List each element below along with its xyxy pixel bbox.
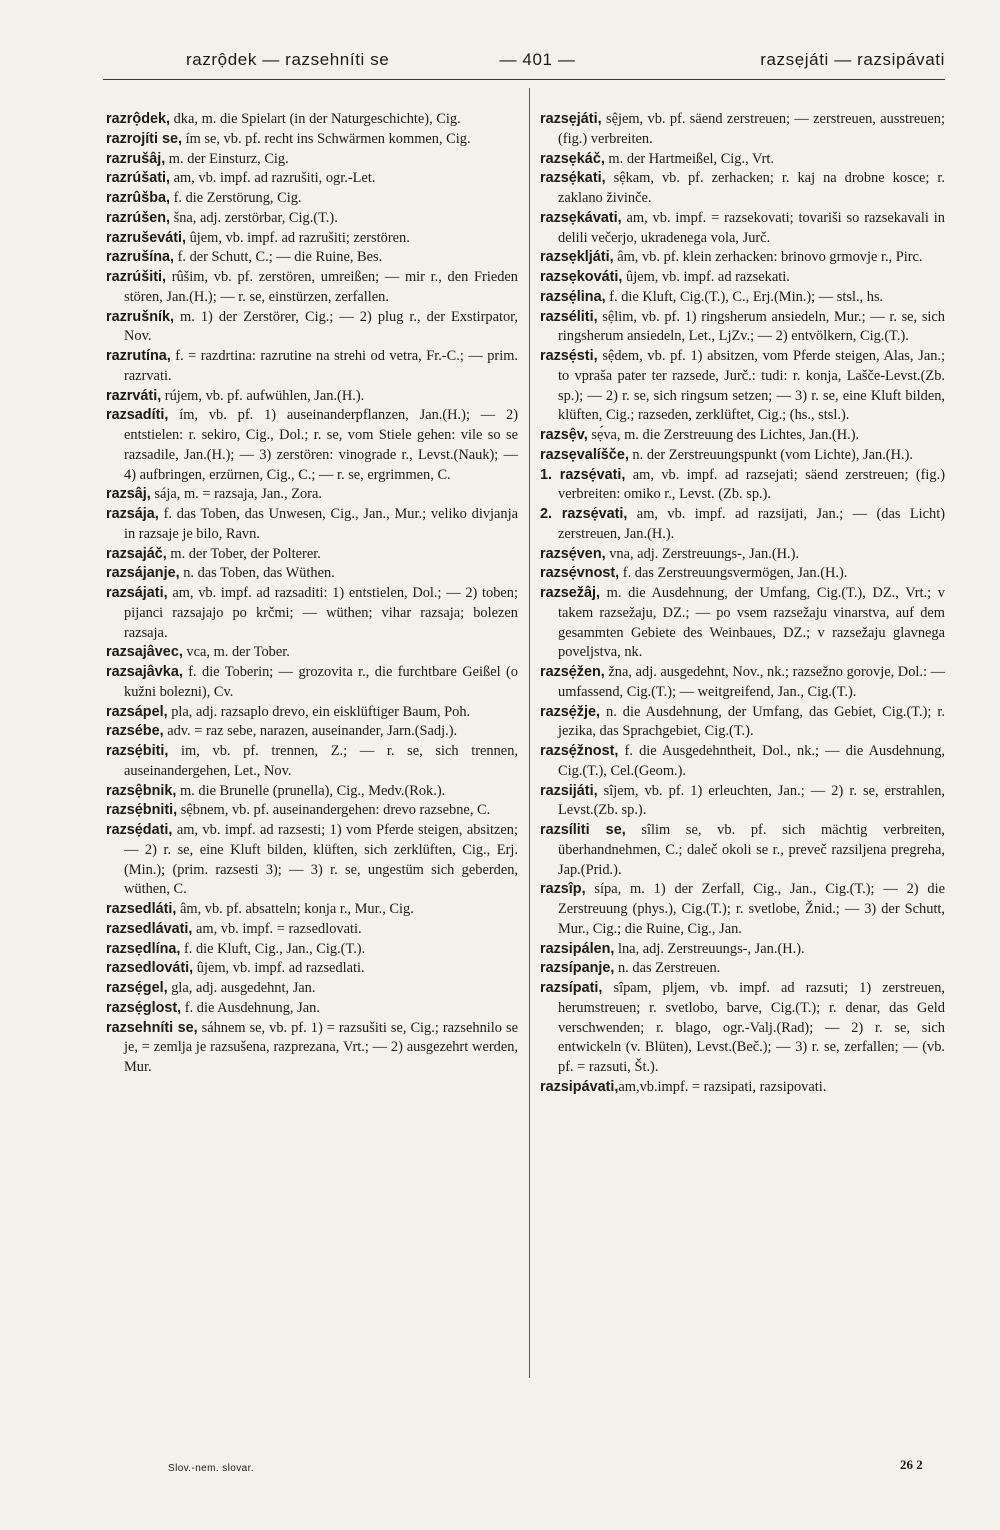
- dictionary-entry: [106, 387, 518, 407]
- entry-headword: razsẹkováti,: [540, 269, 623, 285]
- column-divider: [529, 88, 530, 1378]
- dictionary-entry: [540, 663, 945, 703]
- entry-definition: m. die Ausdehnung, der Umfang, Cig.(T.), DZ., Vrt.; v takem razsežaju, DZ.; — po vsem razsežaju vinarstva, auf dem gesammten Gebiete des Weinbaues, DZ.; v razsežaju glavnega poveljstva, nk.: [558, 585, 945, 661]
- entry-headword: razsedlováti,: [106, 960, 194, 977]
- dictionary-entry: [540, 564, 945, 584]
- entry-definition: dka, m. die Spielart (in der Naturgeschichte), Cig.: [170, 111, 461, 127]
- entry-definition: n. das Zerstreuen.: [614, 960, 721, 977]
- dictionary-entry: [106, 347, 518, 387]
- entry-definition: f. = razdrtina: razrutine na strehi od vetra, Fr.-C.; — prim. razrvati.: [124, 348, 518, 384]
- entry-headword: razrúšiti,: [106, 269, 166, 285]
- entry-definition: sîlim se, vb. pf. sich mächtig verbreiten, überhandnehmen, C.; daleč okoli se r., preveč razsiljena pregreha, Jap.(Prid.).: [558, 822, 946, 878]
- entry-headword: razsẹkljáti,: [540, 249, 614, 266]
- dictionary-entry: [540, 446, 945, 466]
- entry-definition: sệjem, vb. pf. säend zerstreuen; — zerstreuen, ausstreuen; (fig.) verbreiten.: [558, 111, 945, 147]
- left-column: [106, 110, 518, 1078]
- entry-definition: âm, vb. pf. absatteln; konja r., Mur., Cig.: [176, 901, 414, 917]
- entry-definition: f. die Toberin; — grozovita r., die furchtbare Geißel (o kužni bolezni), Cv.: [124, 664, 518, 700]
- dictionary-entry: [106, 979, 518, 999]
- dictionary-entry: [106, 999, 518, 1019]
- dictionary-entry: [540, 742, 945, 782]
- entry-definition: am, vb. impf. ad razsaditi: 1) entstielen, Dol.; — 2) toben; pijanci razsajajo po krčmi; — wüthen; vihar razsaja; bolezen razsaja.: [124, 585, 518, 641]
- entry-definition: m. der Tober, der Polterer.: [166, 545, 321, 562]
- entry-headword: razsẹ́ven,: [540, 545, 606, 562]
- entry-definition: rújem, vb. pf. aufwühlen, Jan.(H.).: [161, 387, 365, 404]
- dictionary-entry: [106, 959, 518, 979]
- entry-headword: razrûšba,: [106, 190, 170, 206]
- dictionary-entry: [106, 564, 518, 584]
- entry-headword: razrušâj,: [106, 150, 166, 167]
- entry-headword: razsâj,: [106, 486, 151, 503]
- entry-headword: razsệbnik,: [106, 782, 177, 799]
- entry-headword: razsajâvka,: [106, 664, 183, 680]
- entry-definition: n. der Zerstreuungspunkt (vom Lichte), Jan.(H.).: [628, 446, 913, 463]
- entry-definition: ûjem, vb. impf. ad razrušiti; zerstören.: [186, 229, 410, 246]
- entry-definition: m. die Brunelle (prunella), Cig., Medv.(Rok.).: [176, 782, 446, 799]
- entry-definition: ûjem, vb. impf. ad razsedlati.: [193, 960, 365, 977]
- entry-headword: razsẹ́gel,: [106, 980, 168, 996]
- entry-headword: razsệv,: [540, 427, 588, 443]
- entry-definition: sîjem, vb. pf. 1) erleuchten, Jan.; — 2) r. se, erstrahlen, Levst.(Zb. sp.).: [558, 782, 945, 819]
- dictionary-entry: [540, 505, 945, 545]
- entry-headword: razsẹvalíšče,: [540, 446, 629, 463]
- entry-headword: razsẹdlína,: [106, 940, 181, 957]
- dictionary-entry: [540, 268, 945, 288]
- entry-definition: m. der Einsturz, Cig.: [165, 150, 289, 167]
- dictionary-entry: [540, 940, 945, 960]
- entry-definition: vna, adj. Zerstreuungs-, Jan.(H.).: [605, 545, 800, 562]
- entry-headword: razsežâj,: [540, 585, 601, 601]
- dictionary-entry: [106, 643, 518, 663]
- entry-definition: âm, vb. pf. klein zerhacken: brinovo grmovje r., Pirc.: [613, 249, 923, 266]
- dictionary-entry: [106, 782, 518, 802]
- dictionary-entry: [106, 229, 518, 249]
- dictionary-entry: [106, 505, 518, 545]
- entry-definition: sája, m. = razsaja, Jan., Zora.: [150, 486, 322, 503]
- dictionary-entry: [106, 485, 518, 505]
- entry-definition: sípa, m. 1) der Zerfall, Cig., Jan., Cig.(T.); — 2) die Zerstreuung (phys.), Cig.(T.); r. svetlobe, Žnid.; — 3) der Schutt, Mur., Cig.; die Ruine, Cig., Jan.: [558, 881, 945, 937]
- entry-definition: am, vb. impf. ad razsesti; 1) vom Pferde steigen, absitzen; — 2) r. se, eine Kluft bilden, klüften, sich zerklüften, Cig., Erj.(Min.); (prim. razsesti 3); — 3) r. se, ungestüm sich geberden, wüthen, C.: [124, 822, 518, 898]
- dictionary-entry: [106, 1019, 518, 1078]
- dictionary-entry: [106, 308, 518, 348]
- right-column: [540, 110, 945, 1098]
- dictionary-entry: [106, 940, 518, 960]
- dictionary-entry: [540, 782, 945, 822]
- dictionary-entry: [106, 130, 518, 150]
- dictionary-entry: [540, 308, 945, 348]
- entry-definition: adv. = raz sebe, narazen, auseinander, Jarn.(Sadj.).: [163, 723, 458, 740]
- dictionary-entry: [106, 920, 518, 940]
- entry-definition: sẹ́va, m. die Zerstreuung des Lichtes, Jan.(H.).: [587, 427, 860, 443]
- entry-headword: razsẹjáti,: [540, 111, 602, 127]
- entry-headword: razrváti,: [106, 387, 162, 404]
- entry-definition: žna, adj. ausgedehnt, Nov., nk.; razsežno gorovje, Dol.: — umfassend, Cig.(T.); — weitgreifend, Jan., Cig.(T.).: [558, 664, 945, 700]
- entry-headword: razsîp,: [540, 881, 586, 898]
- dictionary-entry: [106, 150, 518, 170]
- entry-definition: ím se, vb. pf. recht ins Schwärmen kommen, Cig.: [181, 130, 471, 147]
- entry-definition: m. 1) der Zerstörer, Cig.; — 2) plug r., der Exstirpator, Nov.: [124, 308, 518, 345]
- dictionary-entry: [106, 703, 518, 723]
- entry-definition: m. der Hartmeißel, Cig., Vrt.: [604, 150, 774, 167]
- entry-headword: razsẹ́bniti,: [106, 802, 178, 819]
- dictionary-entry: [106, 821, 518, 900]
- entry-headword: razsẹ́dati,: [106, 822, 173, 838]
- header-left-guideword: razrộdek — razsehníti se: [186, 50, 390, 69]
- entry-headword: razsẹ́žen,: [540, 664, 605, 680]
- entry-headword: razsája,: [106, 506, 159, 522]
- dictionary-entry: [540, 150, 945, 170]
- entry-definition: sệkam, vb. pf. zerhacken; r. kaj na drobne kosce; r. zaklano živinče.: [558, 170, 945, 206]
- entry-headword: razrutína,: [106, 348, 171, 364]
- entry-headword: razsẹ́lina,: [540, 288, 606, 305]
- dictionary-entry: [540, 979, 945, 1078]
- signature-mark: 26 2: [900, 1457, 923, 1472]
- entry-headword: razsájati,: [106, 585, 168, 601]
- entry-headword: razsẹ́žje,: [540, 703, 601, 720]
- dictionary-entry: [540, 209, 945, 249]
- entry-definition: n. das Toben, das Wüthen.: [179, 565, 335, 582]
- footer-imprint: Slov.-nem. slovar.: [168, 1463, 254, 1474]
- entry-definition: šna, adj. zerstörbar, Cig.(T.).: [170, 209, 338, 226]
- page-number: — 401 —: [499, 50, 576, 69]
- entry-headword: razsẹ́vnost,: [540, 565, 620, 582]
- entry-headword: razsípati,: [540, 980, 603, 996]
- entry-headword: razrúšen,: [106, 209, 170, 226]
- entry-headword: razrojíti se,: [106, 130, 182, 147]
- header-right-guideword: razsẹjáti — razsipávati: [760, 50, 945, 69]
- entry-definition: f. das Toben, das Unwesen, Cig., Jan., Mur.; veliko divjanja in razsaje je bilo, Ravn.: [124, 506, 518, 542]
- dictionary-entry: [106, 545, 518, 565]
- entry-definition: sệbnem, vb. pf. auseinandergehen: drevo razsebne, C.: [177, 802, 491, 819]
- entry-headword: razsedláti,: [106, 901, 177, 917]
- dictionary-entry: [540, 545, 945, 565]
- entry-headword: razsápel,: [106, 703, 168, 720]
- entry-headword: razsébe,: [106, 723, 164, 740]
- entry-headword: razséliti,: [540, 308, 598, 325]
- dictionary-entry: [540, 821, 946, 880]
- entry-headword: razrúšati,: [106, 170, 170, 187]
- entry-definition: ûjem, vb. impf. ad razsekati.: [622, 269, 790, 285]
- entry-definition: f. der Schutt, C.; — die Ruine, Bes.: [173, 249, 383, 266]
- entry-headword: 2. razsẹ́vati,: [540, 506, 628, 522]
- dictionary-entry: [106, 663, 518, 703]
- dictionary-entry: [540, 110, 945, 150]
- entry-definition: gla, adj. ausgedehnt, Jan.: [167, 980, 316, 996]
- dictionary-entry: [540, 703, 945, 743]
- entry-definition: f. die Kluft, Cig.(T.), C., Erj.(Min.); — stsl., hs.: [605, 288, 884, 305]
- entry-definition: am,vb.impf. = razsipati, razsipovati.: [618, 1078, 827, 1095]
- header-rule: [103, 79, 945, 80]
- entry-definition: am, vb. impf. ad razsijati, Jan.; — (das Licht) zerstreuen, Jan.(H.).: [558, 506, 945, 542]
- entry-headword: razsẹkáč,: [540, 150, 605, 167]
- dictionary-entry: [540, 248, 945, 268]
- entry-definition: n. die Ausdehnung, der Umfang, das Gebiet, Cig.(T.); r. jezika, das Sprachgebiet, Cig.(T.).: [558, 703, 945, 740]
- dictionary-entry: [540, 584, 945, 663]
- entry-headword: razsajáč,: [106, 545, 167, 562]
- entry-headword: razsẹ́kati,: [540, 170, 606, 187]
- entry-definition: pla, adj. razsaplo drevo, ein eisklüftiger Baum, Poh.: [167, 703, 471, 720]
- dictionary-entry: [106, 110, 518, 130]
- entry-definition: f. die Kluft, Cig., Jan., Cig.(T.).: [180, 940, 366, 957]
- entry-definition: am, vb. impf. ad razrušiti, ogr.-Let.: [170, 170, 376, 187]
- dictionary-entry: [540, 959, 945, 979]
- entry-definition: im, vb. pf. trennen, Z.; — r. se, sich trennen, auseinandergehen, Let., Nov.: [124, 743, 518, 779]
- entry-definition: sệdem, vb. pf. 1) absitzen, vom Pferde steigen, Alas, Jan.; to vprašа pater ter razsede, Jurč.: tudi: r. konja, Lašče-Levst.(Zb. sp.); — 2) r. se, sich ringsum setzen; — 3) r. se, eine Kluft bilden, klüften, Cig.; razseden, zerklüftet, Cig.; (hs., stsl.).: [558, 348, 945, 424]
- entry-headword: razrušína,: [106, 249, 174, 266]
- entry-definition: f. die Ausdehnung, Jan.: [181, 999, 320, 1016]
- entry-definition: f. die Zerstörung, Cig.: [170, 190, 302, 206]
- entry-definition: am, vb. impf. = razsekovati; tovariši so razsekavali in delili večerjo, ukradenega vola, Jurč.: [558, 209, 945, 246]
- entry-headword: razsadíti,: [106, 407, 169, 424]
- dictionary-entry: [106, 268, 518, 308]
- entry-definition: vca, m. der Tober.: [182, 644, 290, 661]
- dictionary-entry: [540, 466, 945, 506]
- dictionary-entry: [540, 169, 945, 209]
- entry-definition: am, vb. impf. = razsedlovati.: [192, 920, 362, 937]
- entry-headword: razsẹ́sti,: [540, 348, 598, 364]
- dictionary-entry: [106, 189, 518, 209]
- dictionary-entry: [540, 347, 945, 426]
- entry-headword: razsijáti,: [540, 782, 598, 799]
- entry-headword: razsíliti se,: [540, 822, 626, 838]
- dictionary-entry: [106, 742, 518, 782]
- entry-headword: razsẹ́žnost,: [540, 743, 619, 759]
- entry-headword: razsẹkávati,: [540, 209, 622, 226]
- entry-definition: rûšim, vb. pf. zerstören, umreißen; — mir r., den Frieden stören, Jan.(H.); — r. se, einstürzen, zerfallen.: [124, 269, 518, 305]
- dictionary-entry: [106, 248, 518, 268]
- dictionary-entry: [106, 722, 518, 742]
- entry-definition: sệlim, vb. pf. 1) ringsherum ansiedeln, Mur.; — r. se, sich ringsherum ansiedeln, Let., LjZv.; — 2) entvölkern, Cig.(T.).: [558, 308, 945, 345]
- entry-headword: 1. razsẹ́vati,: [540, 466, 626, 483]
- entry-headword: razrušník,: [106, 308, 174, 325]
- dictionary-entry: [540, 288, 945, 308]
- dictionary-entry: [106, 169, 518, 189]
- entry-headword: razsájanje,: [106, 565, 180, 582]
- dictionary-entry: [540, 426, 945, 446]
- dictionary-entry: [106, 209, 518, 229]
- entry-definition: lna, adj. Zerstreuungs-, Jan.(H.).: [614, 940, 805, 957]
- entry-headword: razsipávati,: [540, 1078, 619, 1095]
- entry-headword: razsehníti se,: [106, 1019, 198, 1036]
- entry-headword: razsẹ́biti,: [106, 743, 169, 759]
- entry-headword: razruševáti,: [106, 229, 186, 246]
- entry-headword: razsẹ́glost,: [106, 999, 182, 1016]
- entry-definition: sîpam, pljem, vb. impf. ad razsuti; 1) zerstreuen, herumstreuen; r. svetlobo, barve, Cig.(T.); r. denar, das Geld verschwenden; r. blago, ogr.-Valj.(Rad); — 2) r. se, sich entwickeln (v. Blüten), Levst.(Beč.); — 3) r. se, zerfallen; — (vb. pf. = razsuti, Št.).: [558, 980, 945, 1075]
- entry-headword: razsípanje,: [540, 960, 615, 977]
- entry-headword: razsajâvec,: [106, 644, 183, 661]
- dictionary-entry: [540, 1078, 945, 1098]
- entry-definition: sáhnem se, vb. pf. 1) = razsušiti se, Cig.; razsehnilo se je, = zemlja je razsušena, razprezana, Vrt.; — 2) ausgezehrt werden, Mur.: [124, 1019, 518, 1075]
- entry-definition: am, vb. impf. ad razsejati; säend zerstreuen; (fig.) verbreiten: omiko r., Levst. (Zb. sp.).: [558, 466, 945, 503]
- dictionary-entry: [106, 406, 518, 485]
- entry-definition: f. die Ausgedehntheit, Dol., nk.; — die Ausdehnung, Cig.(T.), Cel.(Geom.).: [558, 743, 945, 779]
- entry-definition: f. das Zerstreuungsvermögen, Jan.(H.).: [619, 565, 848, 582]
- dictionary-entry: [106, 900, 518, 920]
- entry-definition: ím, vb. pf. 1) auseinanderpflanzen, Jan.(H.); — 2) entstielen: r. sekiro, Cig., Dol.; r. se, vom Stiele gehen: vile so se razsadile, Jan.(H.); — 3) zerstören: vinograde r., Levst.(Nauk); — 4) aufbringen, erzürnen, Cig., C.; — r. se, ergrimmen, C.: [124, 407, 518, 483]
- dictionary-entry: [540, 880, 945, 939]
- entry-headword: razsipálen,: [540, 940, 615, 957]
- entry-headword: razrộdek,: [106, 111, 170, 127]
- page-header: [130, 46, 945, 76]
- dictionary-entry: [106, 584, 518, 643]
- entry-headword: razsedlávati,: [106, 920, 193, 937]
- dictionary-entry: [106, 801, 518, 821]
